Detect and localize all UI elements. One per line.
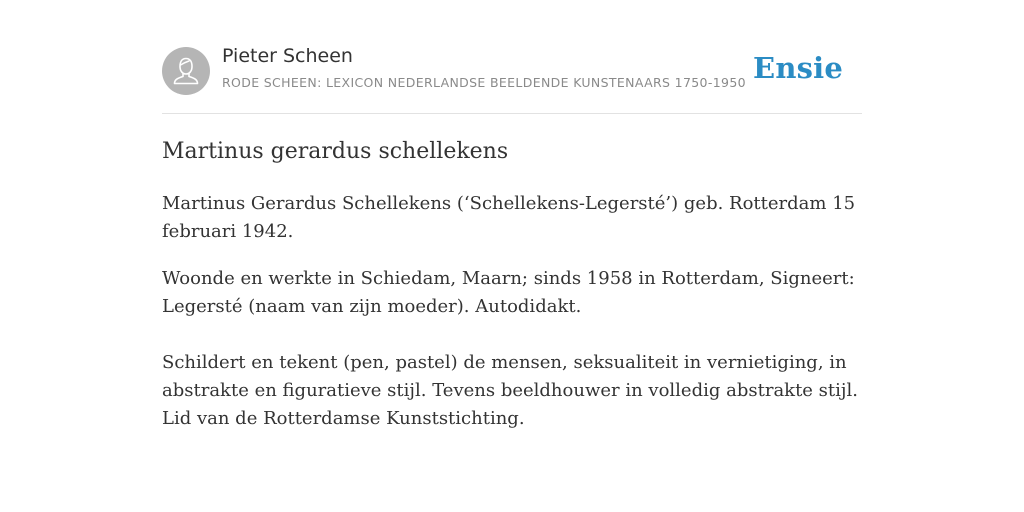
user-silhouette-icon: [162, 47, 210, 95]
article-card: [162, 0, 862, 429]
author-avatar[interactable]: [162, 47, 210, 95]
article-header: [162, 0, 862, 114]
article-paragraph-birth: Martinus Gerardus Schellekens (‘Schellekens-Legersté’) geb. Rotterdam 15 februari 1942.: [162, 193, 856, 242]
author-name[interactable]: Pieter Scheen: [222, 45, 353, 67]
ensie-logo[interactable]: Ensie: [753, 51, 843, 85]
article-paragraph-work: Schildert en tekent (pen, pastel) de mensen, seksualiteit in vernietiging, in abstrakte en figuratieve stijl. Tevens beeldhouwer in volledig abstrakte stijl. Lid van de Rotterdamse Kunststichting.: [162, 352, 858, 429]
article-title: Martinus gerardus schellekens: [162, 139, 509, 164]
article-paragraph-residence: Woonde en werkte in Schiedam, Maarn; sinds 1958 in Rotterdam, Signeert: Legersté (naam van zijn moeder). Autodidakt.: [162, 268, 855, 317]
source-publication[interactable]: RODE SCHEEN: LEXICON NEDERLANDSE BEELDENDE KUNSTENAARS 1750-1950: [222, 75, 746, 90]
